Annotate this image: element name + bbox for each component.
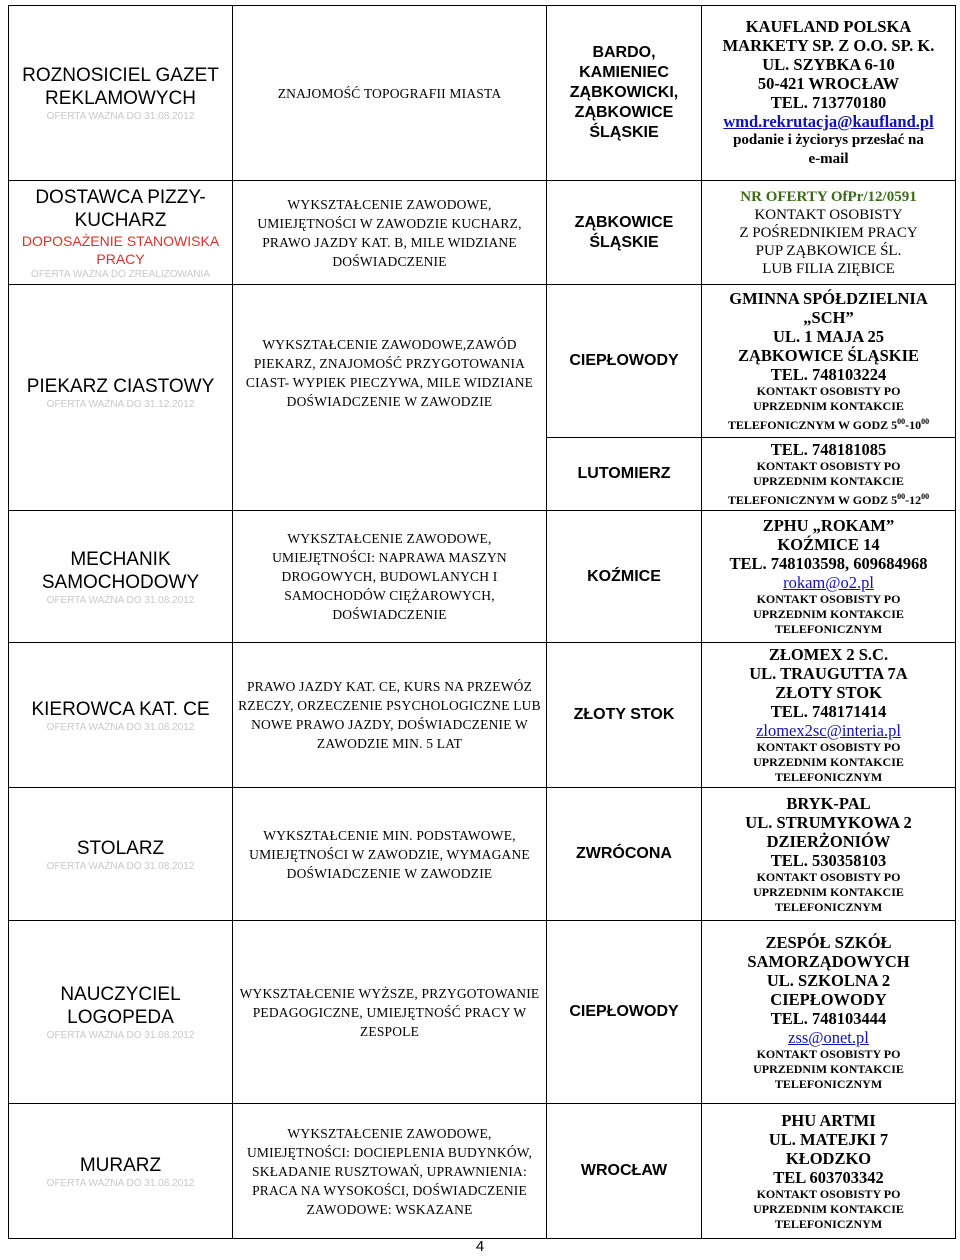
job-title: STOLARZ xyxy=(76,837,165,859)
validity-date: OFERTA WAŻNA DO 31.08.2012 xyxy=(46,721,195,733)
validity-date: OFERTA WAŻNA DO 31.08.2012 xyxy=(46,1030,195,1041)
requirements-cell: WYKSZTAŁCENIE MIN. PODSTAWOWE, UMIEJĘTNOŚCI W ZAWODZIE, WYMAGANE DOŚWIADCZENIE W ZAWODZIE xyxy=(233,788,547,921)
employer-cell: BRYK-PAL UL. STRUMYKOWA 2 DZIERŻONIÓW TEL. 530358103 KONTAKT OSOBISTY PO UPRZEDNIM KONTAKCIE TELEFONICZNYM xyxy=(702,788,956,921)
email-link[interactable]: wmd.rekrutacja@kaufland.pl xyxy=(723,112,934,131)
employer-cell: ZPHU „ROKAM” KOŹMICE 14 TEL. 748103598, 609684968 rokam@o2.pl KONTAKT OSOBISTY PO UPRZEDNIM KONTAKCIE TELEFONICZNYM xyxy=(702,511,956,643)
job-title: KIEROWCA KAT. CE xyxy=(31,698,210,720)
employer-cell: NR OFERTY OfPr/12/0591 KONTAKT OSOBISTY Z POŚREDNIKIEM PRACY PUP ZĄBKOWICE ŚL. LUB FILIA ZIĘBICE xyxy=(702,181,956,285)
location-cell: KOŹMICE xyxy=(547,511,702,643)
employer-cell: GMINNA SPÓŁDZIELNIA „SCH” UL. 1 MAJA 25 ZĄBKOWICE ŚLĄSKIE TEL. 748103224 KONTAKT OSOBISTY PO UPRZEDNIM KONTAKCIE TELEFONICZNYM W GODZ $5^{00}-10^{00}$ xyxy=(702,285,956,438)
requirements-cell: ZNAJOMOŚĆ TOPOGRAFII MIASTA xyxy=(233,6,547,181)
job-title: PIEKARZ CIASTOWY xyxy=(26,376,215,397)
job-title-cell xyxy=(9,643,233,788)
page-number: 4 xyxy=(475,1238,485,1255)
job-title-cell xyxy=(9,921,233,1104)
employer-cell: TEL. 748181085 KONTAKT OSOBISTY PO UPRZEDNIM KONTAKCIE TELEFONICZNYM W GODZ $5^{00}-12^{00}$ xyxy=(702,438,956,511)
job-offers-table xyxy=(8,5,956,1239)
job-title: MECHANIK SAMOCHODOWY xyxy=(41,548,200,593)
job-title: ROZNOSICIEL GAZET REKLAMOWYCH xyxy=(22,65,219,109)
requirements-cell: WYKSZTAŁCENIE WYŻSZE, PRZYGOTOWANIE PEDAGOGICZNE, UMIEJĘTNOŚĆ PRACY W ZESPOLE xyxy=(233,921,547,1104)
job-title-cell xyxy=(9,511,233,643)
employer-cell: PHU ARTMI UL. MATEJKI 7 KŁODZKO TEL 603703342 KONTAKT OSOBISTY PO UPRZEDNIM KONTAKCIE TELEFONICZNYM xyxy=(702,1104,956,1239)
employer-cell: ZŁOMEX 2 S.C. UL. TRAUGUTTA 7A ZŁOTY STOK TEL. 748171414 zlomex2sc@interia.pl KONTAKT OSOBISTY PO UPRZEDNIM KONTAKCIE TELEFONICZNYM xyxy=(702,643,956,788)
validity-date: OFERTA WAŻNA DO 31.08.2012 xyxy=(46,111,195,122)
table-row xyxy=(9,643,956,788)
job-title-cell xyxy=(9,285,233,511)
location-cell: ZŁOTY STOK xyxy=(547,643,702,788)
table-row xyxy=(9,6,956,181)
validity-date: OFERTA WAŻNA DO 31.12.2012 xyxy=(46,399,195,410)
email-link[interactable]: rokam@o2.pl xyxy=(783,573,874,592)
validity-date: OFERTA WAŻNA DO ZREALIZOWANIA xyxy=(31,268,210,280)
employer-cell: ZESPÓŁ SZKÓŁ SAMORZĄDOWYCH UL. SZKOLNA 2 CIEPŁOWODY TEL. 748103444 zss@onet.pl KONTAKT OSOBISTY PO UPRZEDNIM KONTAKCIE TELEFONICZNYM xyxy=(702,921,956,1104)
requirements-cell: WYKSZTAŁCENIE ZAWODOWE, UMIEJĘTNOŚCI: DOCIEPLENIA BUDYNKÓW, SKŁADANIE RUSZTOWAŃ, UPRAWNIENIA: PRACA NA WYSOKOŚCI, DOŚWIADCZENIE ZAWODOWE: WSKAZANE xyxy=(233,1104,547,1239)
requirements-cell: PRAWO JAZDY KAT. CE, KURS NA PRZEWÓZ RZECZY, ORZECZENIE PSYCHOLOGICZNE LUB NOWE PRAWO JAZDY, DOŚWIADCZENIE W ZAWODZIE MIN. 5 LAT xyxy=(233,643,547,788)
job-title-cell xyxy=(9,788,233,921)
employer-cell: KAUFLAND POLSKA MARKETY SP. Z O.O. SP. K. UL. SZYBKA 6-10 50-421 WROCŁAW TEL. 713770180 wmd.rekrutacja@kaufland.pl podanie i życiorys przesłać na e-mail xyxy=(702,6,956,181)
table-row xyxy=(9,181,956,285)
table-row xyxy=(9,1104,956,1239)
job-title: DOSTAWCA PIZZY- KUCHARZ xyxy=(35,186,206,231)
email-link[interactable]: zss@onet.pl xyxy=(788,1027,869,1047)
location-cell: CIEPŁOWODY xyxy=(547,921,702,1104)
job-title: MURARZ xyxy=(79,1154,162,1176)
table-row xyxy=(9,921,956,1104)
location-cell: CIEPŁOWODY xyxy=(547,285,702,438)
location-cell: ZWRÓCONA xyxy=(547,788,702,921)
location-cell: ZĄBKOWICE ŚLĄSKIE xyxy=(547,181,702,285)
validity-date: OFERTA WAŻNA DO 31.08.2012 xyxy=(46,860,195,872)
requirements-cell: WYKSZTAŁCENIE ZAWODOWE, UMIEJĘTNOŚCI W ZAWODZIE KUCHARZ, PRAWO JAZDY KAT. B, MILE WIDZIANE DOŚWIADCZENIE xyxy=(233,181,547,285)
job-title: NAUCZYCIEL LOGOPEDA xyxy=(60,984,181,1028)
job-title-cell xyxy=(9,6,233,181)
job-title-cell xyxy=(9,181,233,285)
requirements-cell: WYKSZTAŁCENIE ZAWODOWE,ZAWÓD PIEKARZ, ZNAJOMOŚĆ PRZYGOTOWANIA CIAST- WYPIEK PIECZYWA, MILE WIDZIANE DOŚWIADCZENIE W ZAWODZIE xyxy=(233,285,547,511)
location-cell: LUTOMIERZ xyxy=(547,438,702,511)
location-cell: BARDO, KAMIENIEC ZĄBKOWICKI, ZĄBKOWICE ŚLĄSKIE xyxy=(547,6,702,181)
table-row xyxy=(9,511,956,643)
job-note: DOPOSAŻENIE STANOWISKA PRACY xyxy=(21,232,220,267)
requirements-cell: WYKSZTAŁCENIE ZAWODOWE, UMIEJĘTNOŚCI: NAPRAWA MASZYN DROGOWYCH, BUDOWLANYCH I SAMOCHODÓW CIĘŻAROWYCH, DOŚWIADCZENIE xyxy=(233,511,547,643)
table-row xyxy=(9,788,956,921)
offer-number: NR OFERTY OfPr/12/0591 xyxy=(740,188,917,205)
location-cell: WROCŁAW xyxy=(547,1104,702,1239)
email-link[interactable]: zlomex2sc@interia.pl xyxy=(756,721,901,740)
table-row xyxy=(9,285,956,438)
validity-date: OFERTA WAŻNA DO 31.08.2012 xyxy=(46,594,195,606)
validity-date: OFERTA WAŻNA DO 31.08.2012 xyxy=(46,1177,195,1189)
job-title-cell xyxy=(9,1104,233,1239)
